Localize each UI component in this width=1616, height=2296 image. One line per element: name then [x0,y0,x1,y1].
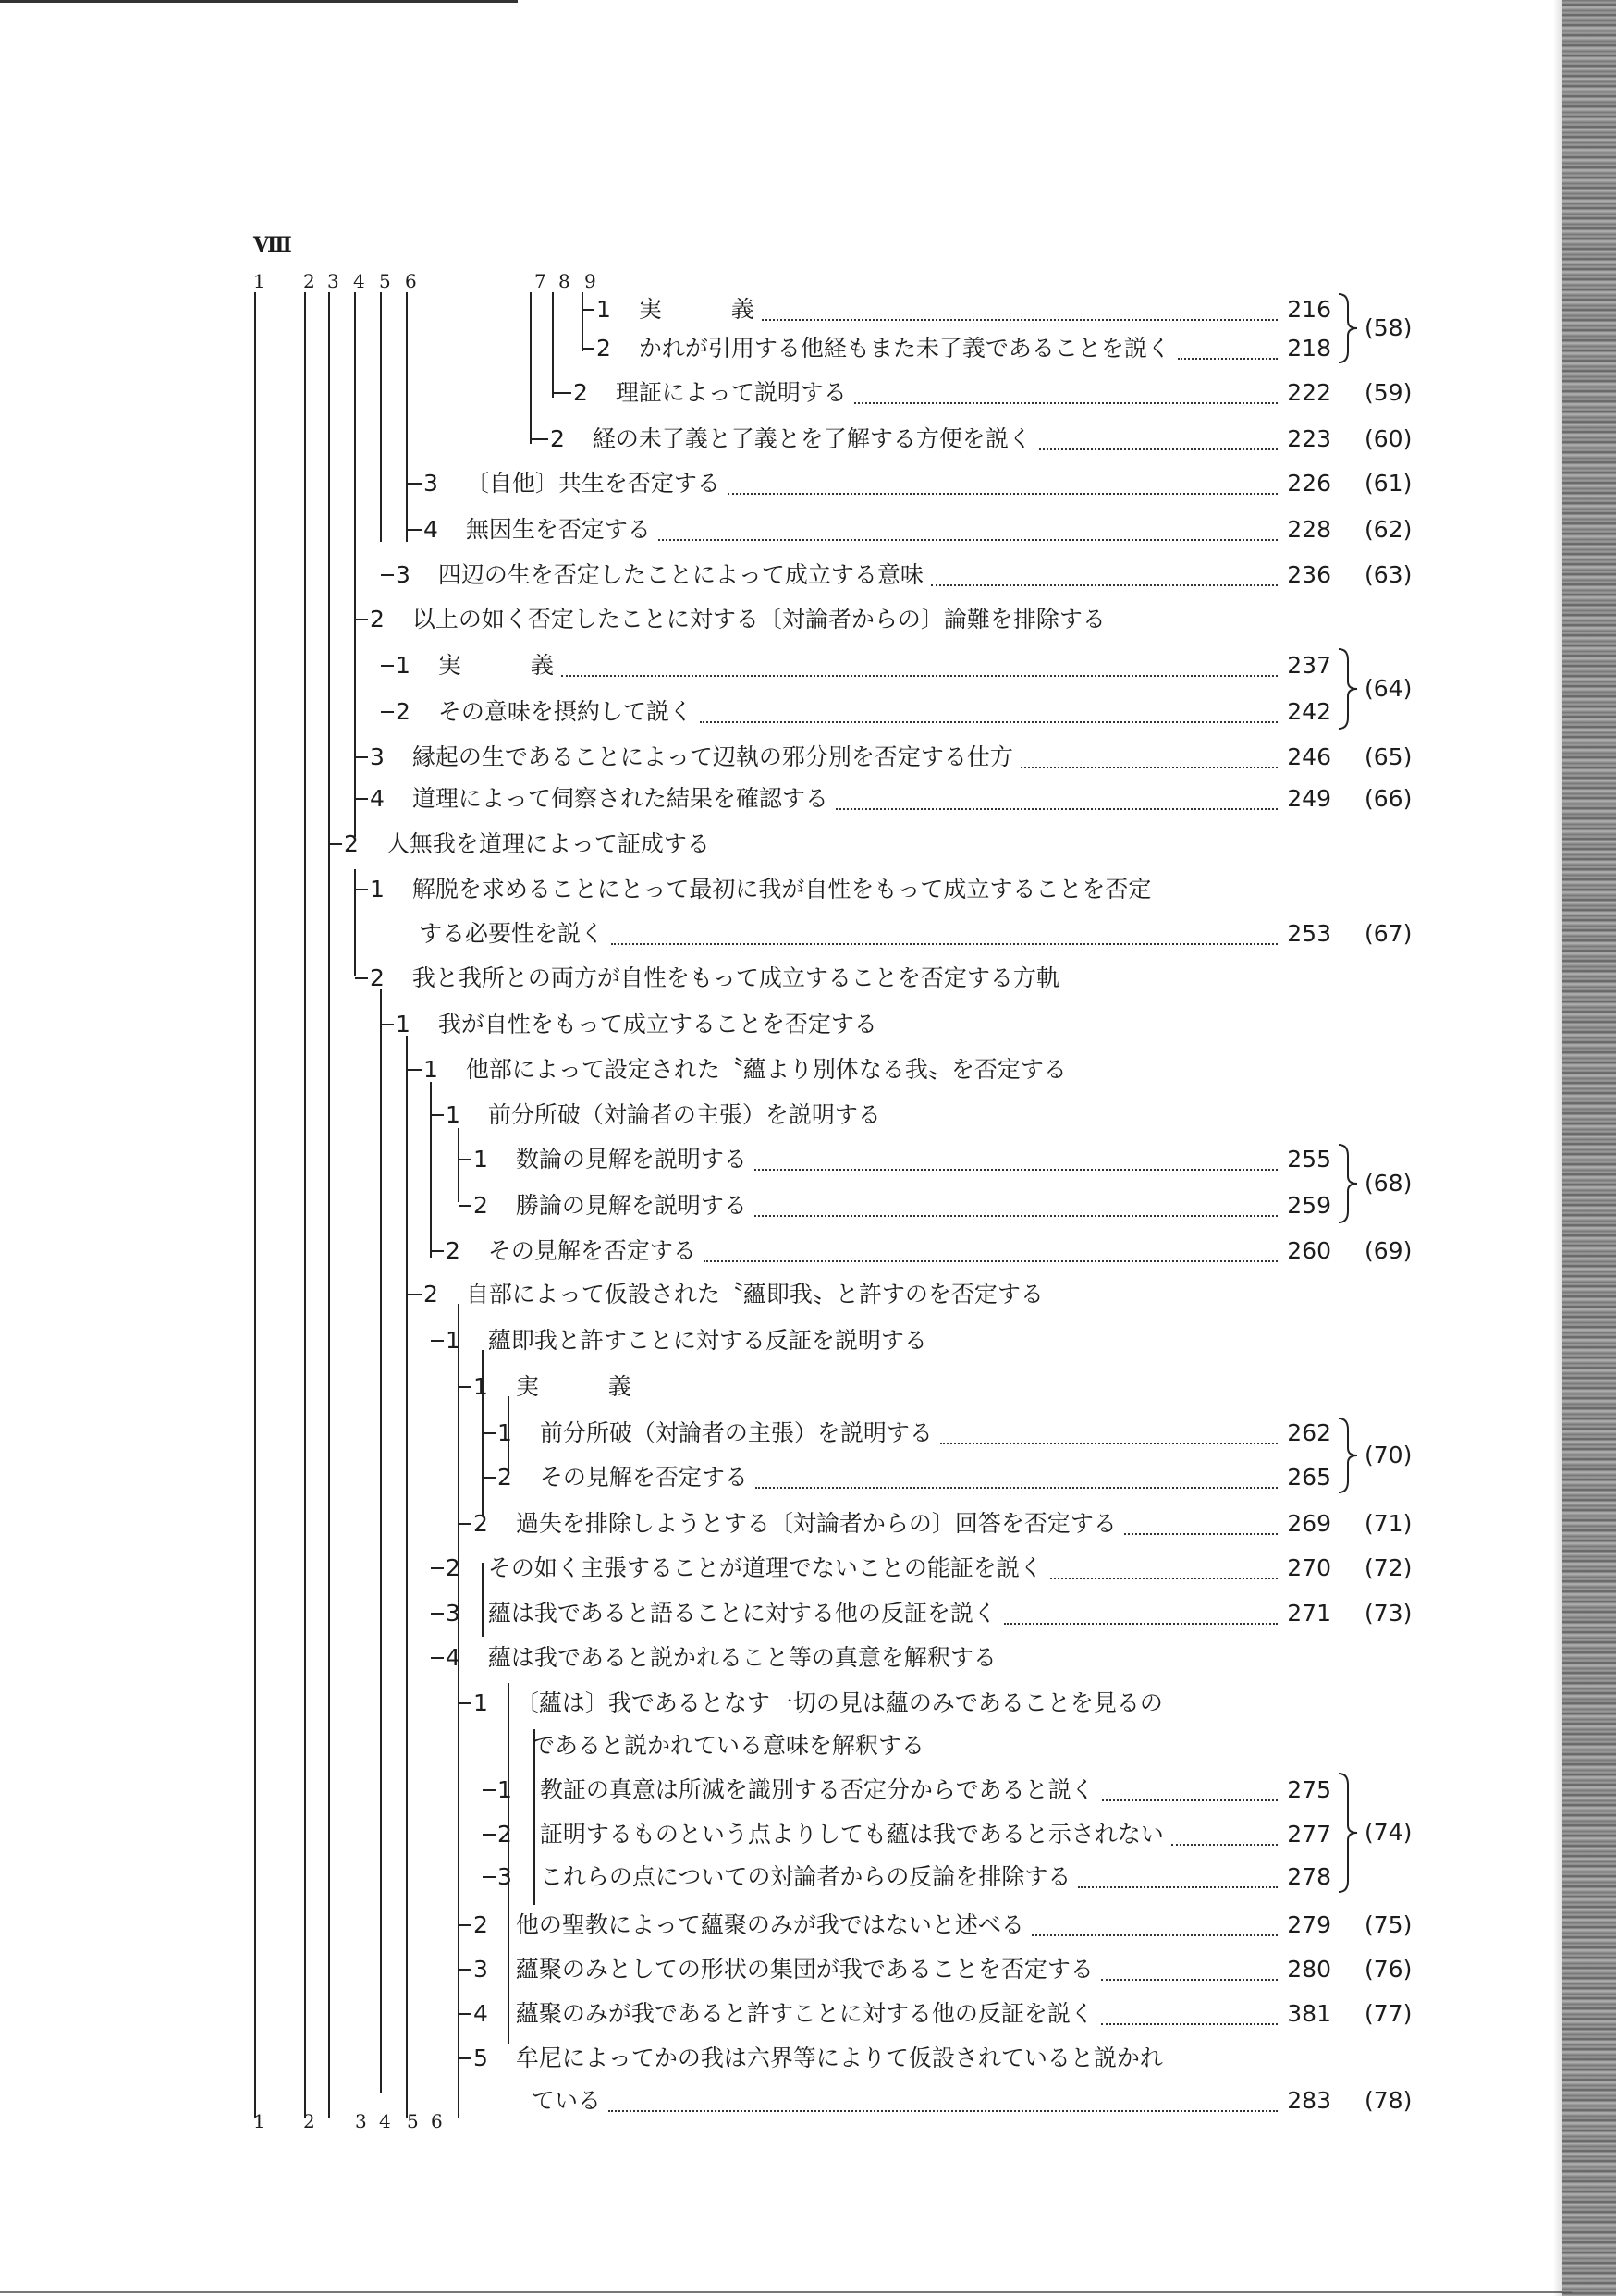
leader-dots [1032,1894,1278,1936]
leader-dots [1102,1759,1278,1801]
entry-number: 1 [446,1327,460,1354]
outline-entry [396,555,924,595]
section-number: (73) [1365,1600,1413,1627]
outline-entry [473,1139,747,1180]
entry-number: 4 [370,785,385,812]
section-number: (72) [1365,1554,1413,1581]
entry-title: 〔蘊は〕我であるとなす一切の見は蘊のみであることを見るの [515,1689,1163,1716]
entry-number: 1 [446,1101,460,1128]
leader-dots [931,544,1278,586]
entry-title: 蘊は我であると説かれること等の真意を解釈する [487,1644,997,1671]
entry-title: 人無我を道理によって証成する [386,830,710,857]
entry-number: 1 [473,1689,488,1716]
entry-number: 2 [344,830,359,857]
page-number: 269 [1287,1510,1331,1537]
outline-entry [446,1320,927,1361]
outline-entry [446,1231,696,1271]
outline-entry [446,1638,997,1678]
column-number-top: 6 [405,270,417,292]
leader-dots [728,452,1278,495]
entry-number: 2 [423,1281,438,1308]
entry-title: 我が自性をもって成立することを否定する [437,1011,877,1037]
entry-title: 過失を排除しようとする〔対論者からの〕回答を否定する [515,1510,1117,1537]
entry-number: 2 [370,606,385,632]
entry-number: 3 [396,561,410,588]
entry-title: その意味を摂約して説く [437,698,692,725]
page-number: 255 [1287,1146,1331,1173]
entry-title: 他部によって設定された〝蘊より別体なる我〟を否定する [465,1056,1067,1083]
entry-title: ている [532,2087,602,2114]
entry-title: 蘊聚のみが我であると許すことに対する他の反証を説く [515,2000,1094,2027]
entry-title: 勝論の見解を説明する [515,1192,747,1219]
page-number: 222 [1287,379,1331,406]
entry-title: 蘊即我と許すことに対する反証を説明する [487,1327,927,1354]
page-number: 242 [1287,698,1331,725]
section-number: (70) [1365,1442,1413,1468]
entry-number: 3 [446,1600,460,1627]
entry-number: 3 [423,470,438,497]
entry-number: 1 [396,652,410,679]
page-number: 216 [1287,296,1331,323]
entry-number: 2 [370,964,385,991]
section-number: (71) [1365,1510,1413,1537]
page-number: 381 [1287,2000,1331,2027]
entry-number: 4 [423,516,438,543]
entry-title: 自部によって仮設された〝蘊即我〟と許すのを否定する [465,1281,1044,1308]
curly-bracket [1339,1145,1357,1222]
entry-title: これらの点についての対論者からの反論を排除する [539,1863,1071,1890]
curly-bracket [1339,649,1357,729]
entry-number: 5 [473,2044,488,2071]
outline-entry [596,289,754,330]
entry-title: 実 義 [437,652,554,679]
curly-bracket [1339,1774,1357,1892]
column-number-top: 2 [303,270,315,292]
column-number-bottom: 5 [407,2110,419,2132]
entry-title: その見解を否定する [487,1237,696,1264]
leader-dots [700,681,1278,723]
entry-title: 教証の真意は所滅を識別する否定分からであると説く [539,1776,1095,1803]
page-number: 271 [1287,1600,1331,1627]
entry-number: 1 [473,1146,488,1173]
column-number-top: 1 [253,270,265,292]
column-number-bottom: 4 [379,2110,391,2132]
section-number: (60) [1365,425,1413,452]
entry-number: 2 [497,1821,512,1848]
outline-entry [497,1814,1164,1855]
leader-dots [754,1174,1278,1217]
section-number: (74) [1365,1819,1413,1846]
leader-dots [754,1128,1278,1171]
page-number: 275 [1287,1776,1331,1803]
page-number: 278 [1287,1863,1331,1890]
entry-number: 2 [473,1911,488,1938]
outline-entry [473,1905,1024,1946]
column-number-top: 5 [379,270,391,292]
leader-dots [1101,1938,1278,1981]
entry-title: 経の未了義と了義とを了解する方便を説く [592,425,1032,452]
page-number: 283 [1287,2087,1331,2114]
entry-number: 2 [550,425,565,452]
section-number: (59) [1365,379,1413,406]
entry-title: 縁起の生であることによって辺執の邪分別を否定する仕方 [411,743,1013,770]
entry-number: 1 [473,1373,488,1400]
outline-entry [497,1857,1071,1897]
leader-dots [762,278,1278,321]
outline-entry [396,692,692,732]
entry-title: かれが引用する他経もまた未了義であることを説く [638,335,1170,362]
curly-bracket [1339,1418,1357,1492]
page-number: 246 [1287,743,1331,770]
entry-title: その如く主張することが道理でないことの能証を説く [487,1554,1043,1581]
page-number: 262 [1287,1419,1331,1446]
leader-dots [608,2069,1278,2112]
section-number: (64) [1365,675,1413,702]
entry-title: 数論の見解を説明する [515,1146,747,1173]
entry-title: 他の聖教によって蘊聚のみが我ではないと述べる [515,1911,1024,1938]
outline-entry [423,1050,1067,1090]
page-number: 270 [1287,1554,1331,1581]
page-number: 260 [1287,1237,1331,1264]
page-number: 228 [1287,516,1331,543]
entry-number: 3 [497,1863,512,1890]
column-number-bottom: 2 [303,2110,315,2132]
entry-number: 1 [370,876,385,902]
entry-title: 我と我所との両方が自性をもって成立することを否定する方軌 [411,964,1059,991]
entry-title: 〔自他〕共生を否定する [465,470,720,497]
outline-entry [370,958,1059,999]
leader-dots [1124,1492,1278,1535]
entry-number: 1 [596,296,611,323]
entry-title: する必要性を説く [419,920,605,947]
outline-entry [396,645,554,686]
outline-entry [423,1274,1044,1315]
entry-number: 2 [396,698,410,725]
section-number: (67) [1365,920,1413,947]
section-number: (78) [1365,2087,1413,2114]
page-number: 277 [1287,1821,1331,1848]
leader-dots [1050,1537,1278,1579]
section-number: (68) [1365,1170,1413,1197]
leader-dots [1039,408,1278,450]
outline-entry [473,1683,1163,1724]
section-number: (62) [1365,516,1413,543]
outline-entry [473,1994,1094,2034]
section-number: (75) [1365,1911,1413,1938]
page-marker: Ⅷ [253,233,292,257]
entry-title: 蘊は我であると語ることに対する他の反証を説く [487,1600,997,1627]
page-number: 226 [1287,470,1331,497]
entry-number: 2 [573,379,588,406]
entry-title: 解脱を求めることにとって最初に我が自性をもって成立することを否定 [411,876,1152,902]
leader-dots [1101,1983,1278,2025]
page-number: 280 [1287,1956,1331,1983]
section-number: (65) [1365,743,1413,770]
entry-number: 1 [423,1056,438,1083]
outline-entry [446,1548,1043,1589]
outline-entry [446,1593,997,1634]
entry-number: 4 [473,2000,488,2027]
leader-dots [1021,726,1278,768]
section-number: (66) [1365,785,1413,812]
entry-title: 蘊聚のみとしての形状の集団が我であることを否定する [515,1956,1094,1983]
column-number-top: 7 [534,270,546,292]
section-number: (77) [1365,2000,1413,2027]
section-number: (69) [1365,1237,1413,1264]
curly-bracket [1339,294,1357,362]
leader-dots [836,767,1278,810]
outline-entry [497,1770,1095,1811]
leader-dots [1078,1846,1278,1888]
entry-title: であると説かれている意味を解釈する [532,1732,925,1759]
page-number: 259 [1287,1192,1331,1219]
entry-number: 3 [473,1956,488,1983]
column-number-bottom: 3 [355,2110,367,2132]
entry-title: 四辺の生を否定したことによって成立する意味 [437,561,924,588]
outline-entry [473,1504,1117,1544]
entry-number: 2 [473,1510,488,1537]
section-number: (63) [1365,561,1413,588]
entry-title: その見解を否定する [539,1464,748,1491]
page-number: 236 [1287,561,1331,588]
leader-dots [854,362,1278,404]
entry-title: 以上の如く否定したことに対する〔対論者からの〕論難を排除する [411,606,1106,632]
entry-number: 3 [370,743,385,770]
entry-number: 2 [446,1554,460,1581]
entry-number: 2 [473,1192,488,1219]
outline-entry [532,2081,601,2121]
leader-dots [611,902,1278,945]
column-number-top: 8 [558,270,570,292]
entry-title: 前分所破（対論者の主張）を説明する [487,1101,881,1128]
column-number-top: 3 [327,270,339,292]
entry-number: 2 [446,1237,460,1264]
entry-number: 1 [497,1419,512,1446]
outline-entry [532,1725,924,1766]
entry-title: 前分所破（対論者の主張）を説明する [539,1419,933,1446]
entry-number: 4 [446,1644,460,1671]
outline-entry [573,373,847,413]
entry-title: 実 義 [515,1373,631,1400]
outline-entry [396,1004,877,1045]
outline-entry [473,1367,631,1407]
leader-dots [704,1220,1278,1262]
section-number: (58) [1365,314,1413,341]
column-number-top: 9 [584,270,596,292]
entry-title: 証明するものという点よりしても蘊は我であると示されない [539,1821,1164,1848]
section-number: (76) [1365,1956,1413,1983]
leader-dots [755,1446,1278,1489]
page-number: 253 [1287,920,1331,947]
entry-number: 1 [497,1776,512,1803]
outline-entry [370,779,828,819]
column-number-top: 4 [353,270,365,292]
entry-title: 無因生を否定する [465,516,651,543]
outline-entry [423,510,651,550]
leader-dots [561,634,1278,677]
outline-entry [473,1949,1094,1990]
leader-dots [658,498,1278,541]
entry-number: 2 [596,335,611,362]
outline-entry [497,1457,748,1498]
page-number: 279 [1287,1911,1331,1938]
column-number-bottom: 1 [253,2110,265,2132]
page-number: 237 [1287,652,1331,679]
page-number: 223 [1287,425,1331,452]
page-number: 218 [1287,335,1331,362]
entry-number: 1 [396,1011,410,1037]
entry-title: 牟尼によってかの我は六界等によりて仮設されていると説かれ [515,2044,1163,2071]
entry-number: 2 [497,1464,512,1491]
entry-title: 理証によって説明する [615,379,847,406]
entry-title: 道理によって伺察された結果を確認する [411,785,828,812]
leader-dots [940,1402,1278,1444]
entry-title: 実 義 [638,296,754,323]
section-number: (61) [1365,470,1413,497]
outline-entry [344,824,710,865]
page-number: 265 [1287,1464,1331,1491]
leader-dots [1004,1582,1278,1625]
column-number-bottom: 6 [431,2110,443,2132]
outline-entry [419,914,604,954]
page-number: 249 [1287,785,1331,812]
